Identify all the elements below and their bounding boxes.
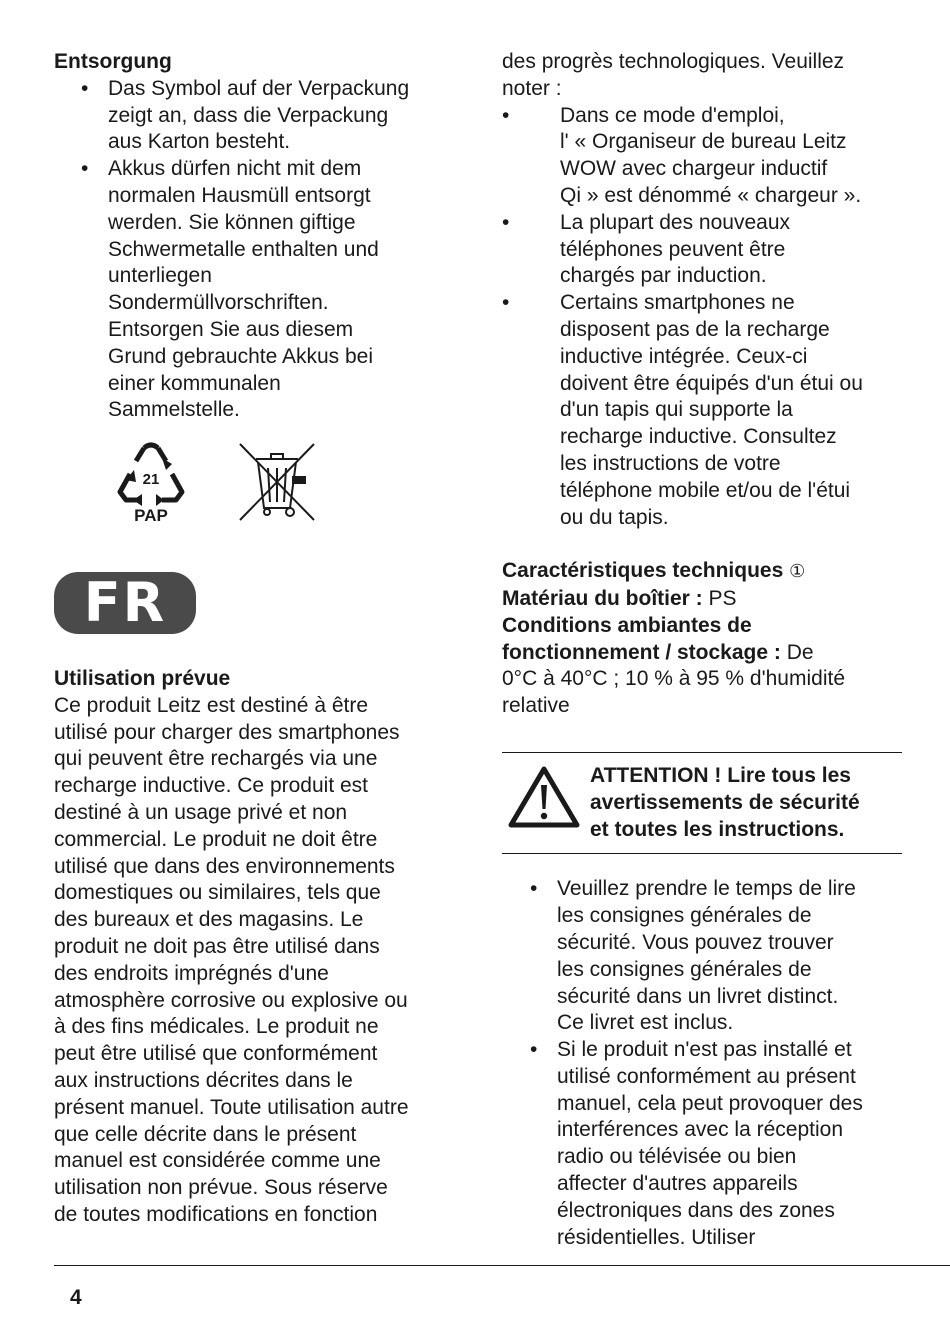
list-item-line: chargés par induction. [560, 264, 767, 288]
bullet-mark: • [81, 157, 89, 181]
paragraph-line: noter : [502, 76, 562, 100]
list-item [502, 1037, 902, 1251]
specs-section [502, 558, 902, 720]
list-item-line: téléphones peuvent être [560, 237, 786, 261]
footer-divider [54, 1265, 950, 1266]
disposal-symbols [54, 438, 454, 528]
paragraph-line: peut être utilisé que conformément [54, 1042, 378, 1066]
paragraph-line: des progrès technologiques. Veuillez [502, 50, 845, 73]
conditions-label: Conditions ambiantes de [502, 613, 752, 637]
paragraph-line: Ce produit Leitz est destiné à être [54, 693, 369, 717]
left-column [54, 49, 454, 528]
paragraph-line: utilisé pour charger des smartphones [54, 720, 400, 744]
paragraph-line: à des fins médicales. Le produit ne [54, 1015, 379, 1039]
bullet-mark: • [530, 1038, 538, 1062]
list-item-line: unterliegen [108, 264, 212, 288]
list-item-line: les consignes générales de [557, 957, 812, 981]
material-label: Matériau du boîtier : [502, 586, 703, 610]
list-item-line: sécurité dans un livret distinct. [557, 984, 839, 1008]
list-item-line: Entsorgen Sie aus diesem [108, 317, 354, 341]
bullet-mark: • [502, 103, 510, 127]
notes-list [502, 103, 902, 532]
list-item-line: inductive intégrée. Ceux-ci [560, 344, 808, 368]
list-item-line: normalen Hausmüll entsorgt [108, 183, 371, 207]
list-item-line: Dans ce mode d'emploi, [560, 103, 785, 127]
list-item-line: Schwermetalle enthalten und [108, 237, 379, 261]
bullet-mark: • [530, 877, 538, 901]
bullet-mark: • [81, 76, 89, 100]
list-item-line: ou du tapis. [560, 505, 669, 529]
list-item-line: doivent être équipés d'un étui ou [560, 371, 863, 395]
warning-content [502, 753, 902, 853]
warning-line: et toutes les instructions. [590, 817, 845, 841]
paragraph-line: destiné à un usage privé et non [54, 800, 348, 824]
list-item-line: Grund gebrauchte Akkus bei [108, 344, 374, 368]
conditions-label: fonctionnement / stockage : [502, 640, 781, 664]
paragraph-line: atmosphère corrosive ou explosive ou [54, 988, 408, 1012]
reference-number: ① [789, 561, 806, 583]
paragraph-line: des endroits imprégnés d'une [54, 961, 329, 985]
list-item-line: les instructions de votre [560, 451, 781, 475]
list-item-line: résidentielles. Utiliser [557, 1225, 756, 1249]
list-item-line: d'un tapis qui supporte la [560, 398, 793, 422]
list-item-line: les consignes générales de [557, 904, 812, 928]
intended-use-section [54, 666, 454, 1229]
list-item-line: interférences avec la réception [557, 1118, 843, 1142]
crossed-out-bin-icon [238, 442, 316, 522]
paragraph-line: utilisé que dans des environnements [54, 854, 395, 878]
list-item-line: manuel, cela peut provoquer des [557, 1091, 863, 1115]
recycle-code: PAP [134, 506, 168, 525]
material-value: PS [708, 586, 737, 610]
list-item-line: WOW avec chargeur inductif [560, 157, 828, 181]
paragraph-line: recharge inductive. Ce produit est [54, 774, 369, 798]
paragraph-line: domestiques ou similaires, tels que [54, 881, 381, 905]
list-item-line: affecter d'autres appareils [557, 1172, 798, 1196]
list-item [502, 290, 902, 531]
conditions-value: 0°C à 40°C ; 10 % à 95 % d'humidité [502, 667, 845, 691]
list-item [54, 156, 454, 424]
list-item-line: Das Symbol auf der Verpackung [108, 76, 410, 100]
list-item-line: Si le produit n'est pas installé et [557, 1038, 852, 1062]
list-item-line: zeigt an, dass die Verpackung [108, 103, 389, 127]
conditions-value: relative [502, 694, 570, 718]
list-item-line: Sammelstelle. [108, 398, 240, 422]
list-item-line: téléphone mobile et/ou de l'étui [560, 478, 851, 502]
paragraph-line: présent manuel. Toute utilisation autre [54, 1095, 409, 1119]
disposal-list [54, 76, 454, 424]
list-item-line: Akkus dürfen nicht mit dem [108, 157, 362, 181]
divider [502, 853, 902, 854]
list-item-line: électroniques dans des zones [557, 1198, 835, 1222]
list-item-line: radio ou télévisée ou bien [557, 1145, 797, 1169]
list-item [54, 76, 454, 156]
paragraph-line: que celle décrite dans le présent [54, 1122, 357, 1146]
paragraph-line: manuel est considérée comme une [54, 1149, 381, 1173]
list-item-line: einer kommunalen [108, 371, 281, 395]
paragraph-line: commercial. Le produit ne doit être [54, 827, 378, 851]
paragraph-line: des bureaux et des magasins. Le [54, 908, 364, 932]
list-item-line: Qi » est dénommé « chargeur ». [560, 183, 862, 207]
paragraph-line: de toutes modifications en fonction [54, 1202, 378, 1226]
safety-list [502, 876, 902, 1251]
list-item-line: werden. Sie können giftige [108, 210, 356, 234]
conditions-value: De [786, 640, 814, 664]
intended-use-heading: Utilisation prévue [54, 667, 231, 690]
list-item [502, 876, 902, 1037]
list-item [502, 210, 902, 290]
list-item-line: recharge inductive. Consultez [560, 425, 837, 449]
list-item-line: disposent pas de la recharge [560, 317, 830, 341]
list-item-line: La plupart des nouveaux [560, 210, 791, 234]
recycling-pap-icon [116, 440, 186, 524]
warning-box [502, 740, 902, 866]
right-column [502, 49, 902, 1251]
warning-line: avertissements de sécurité [590, 790, 860, 814]
list-item [502, 103, 902, 210]
disposal-heading: Entsorgung [54, 50, 172, 73]
paragraph-line: qui peuvent être rechargés via une [54, 747, 378, 771]
warning-line: ATTENTION ! Lire tous les [590, 763, 851, 787]
list-item-line: sécurité. Vous pouvez trouver [557, 930, 834, 954]
warning-text [590, 763, 860, 843]
spacer [502, 531, 902, 558]
list-item-line: utilisé conformément au présent [557, 1064, 856, 1088]
paragraph-line: aux instructions décrites dans le [54, 1068, 353, 1092]
list-item-line: Sondermüllvorschriften. [108, 291, 329, 315]
recycle-number: 21 [142, 471, 160, 489]
bullet-mark: • [502, 291, 510, 315]
paragraph-line: produit ne doit pas être utilisé dans [54, 934, 380, 958]
paragraph-line: utilisation non prévue. Sous réserve [54, 1176, 388, 1200]
list-item-line: aus Karton besteht. [108, 130, 291, 154]
list-item-line: l' « Organiseur de bureau Leitz [560, 130, 847, 154]
language-badge: FR [54, 572, 196, 634]
bullet-mark: • [502, 210, 510, 234]
list-item-line: Veuillez prendre le temps de lire [557, 877, 856, 901]
page-number: 4 [70, 1286, 82, 1309]
warning-triangle-icon [508, 765, 580, 829]
list-item-line: Ce livret est inclus. [557, 1011, 734, 1035]
list-item-line: Certains smartphones ne [560, 291, 795, 315]
specs-heading: Caractéristiques techniques [502, 559, 784, 583]
